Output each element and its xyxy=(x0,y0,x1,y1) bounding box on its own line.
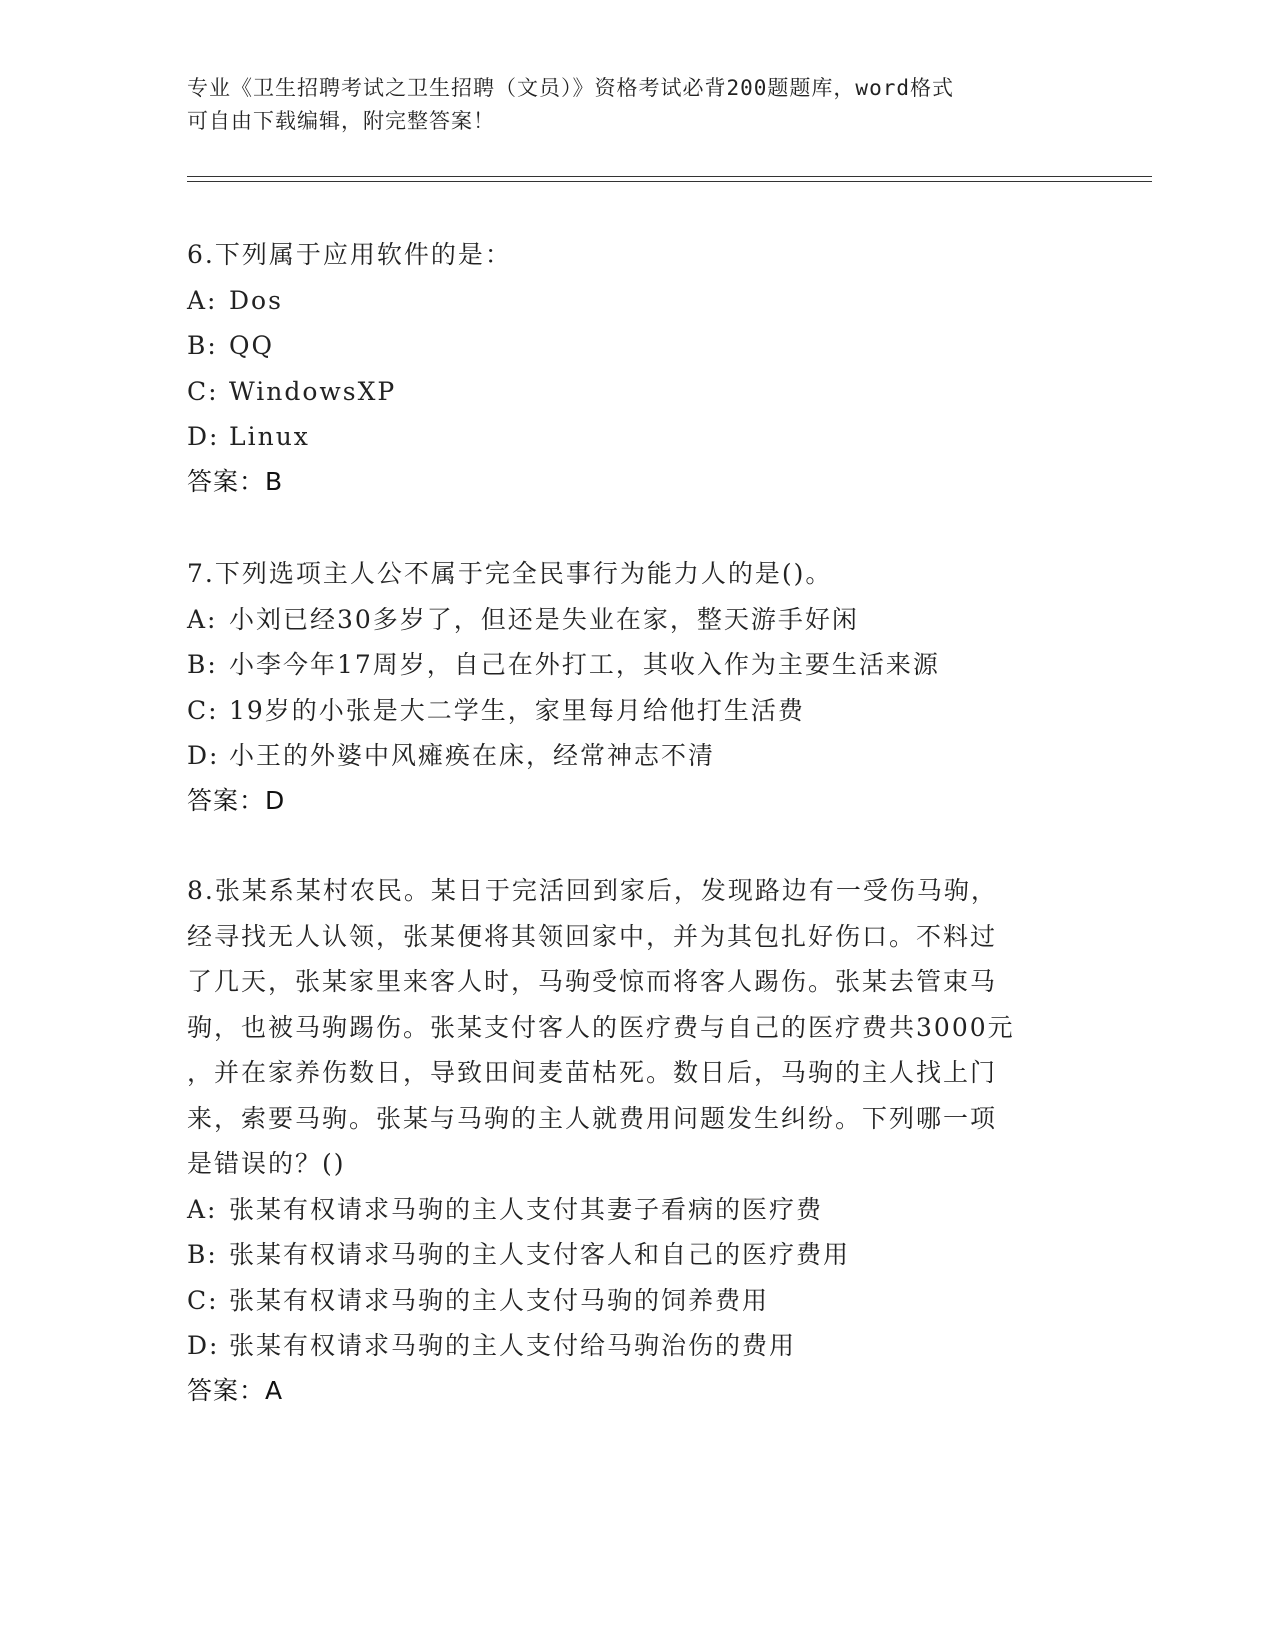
option-key: A: xyxy=(187,285,218,315)
option-b xyxy=(187,642,1087,688)
answer-line: 答案：D xyxy=(187,785,286,815)
option-c xyxy=(187,688,1087,734)
option-d xyxy=(187,1323,1087,1369)
question-stem xyxy=(187,868,1087,1187)
header-divider-bottom xyxy=(187,181,1152,182)
option-key: D: xyxy=(187,741,220,770)
answer-line: 答案：A xyxy=(187,1375,284,1405)
header-divider-top xyxy=(187,176,1152,177)
option-text: 小王的外婆中风瘫痪在床，经常神志不清 xyxy=(229,741,716,770)
stem-line: 了几天，张某家里来客人时，马驹受惊而将客人踢伤。张某去管束马 xyxy=(187,967,998,996)
option-text: 张某有权请求马驹的主人支付其妻子看病的医疗费 xyxy=(229,1194,824,1224)
header-line-1: 专业《卫生招聘考试之卫生招聘（文员）》资格考试必背200题题库，word格式 xyxy=(187,76,954,100)
option-key: C: xyxy=(187,1285,219,1315)
question-6 xyxy=(187,232,1087,504)
option-key: D: xyxy=(187,1331,220,1360)
option-text: 张某有权请求马驹的主人支付马驹的饲养费用 xyxy=(229,1285,770,1315)
option-text: Linux xyxy=(229,422,310,451)
option-b xyxy=(187,1232,1087,1278)
option-key: A: xyxy=(187,604,218,634)
option-a xyxy=(187,1187,1087,1233)
stem-line: 是错误的？() xyxy=(187,1149,346,1178)
stem-line: 8.张某系某村农民。某日于完活回到家后，发现路边有一受伤马驹， xyxy=(187,876,998,905)
option-d xyxy=(187,414,1087,460)
option-key: C: xyxy=(187,376,219,406)
option-text: Dos xyxy=(229,285,283,315)
option-text: 张某有权请求马驹的主人支付给马驹治伤的费用 xyxy=(229,1331,797,1360)
option-a xyxy=(187,597,1087,643)
option-c xyxy=(187,369,1087,415)
question-stem xyxy=(187,232,1087,278)
option-d xyxy=(187,733,1087,779)
option-key: A: xyxy=(187,1194,218,1224)
question-stem xyxy=(187,551,1087,597)
option-text: 小李今年17周岁，自己在外打工，其收入作为主要生活来源 xyxy=(229,650,940,679)
stem-line: 7.下列选项主人公不属于完全民事行为能力人的是()。 xyxy=(187,559,833,588)
answer-line: 答案：B xyxy=(187,466,284,496)
document-header xyxy=(187,72,1067,138)
stem-line: 来，索要马驹。张某与马驹的主人就费用问题发生纠纷。下列哪一项 xyxy=(187,1103,998,1133)
question-8 xyxy=(187,868,1087,1413)
question-7 xyxy=(187,551,1087,823)
option-text: QQ xyxy=(229,331,274,360)
option-text: WindowsXP xyxy=(229,376,397,406)
option-key: B: xyxy=(187,331,218,360)
option-text: 小刘已经30多岁了，但还是失业在家，整天游手好闲 xyxy=(229,604,859,634)
option-key: B: xyxy=(187,1240,218,1269)
option-text: 张某有权请求马驹的主人支付客人和自己的医疗费用 xyxy=(229,1240,851,1269)
option-text: 19岁的小张是大二学生，家里每月给他打生活费 xyxy=(229,695,805,725)
option-key: C: xyxy=(187,695,219,725)
option-key: D: xyxy=(187,422,220,451)
option-a xyxy=(187,278,1087,324)
option-c xyxy=(187,1278,1087,1324)
stem-line: 6.下列属于应用软件的是： xyxy=(187,240,512,269)
option-key: B: xyxy=(187,650,218,679)
stem-line: ，并在家养伤数日，导致田间麦苗枯死。数日后，马驹的主人找上门 xyxy=(187,1058,998,1087)
stem-line: 经寻找无人认领，张某便将其领回家中，并为其包扎好伤口。不料过 xyxy=(187,921,998,951)
option-b xyxy=(187,323,1087,369)
stem-line: 驹，也被马驹踢伤。张某支付客人的医疗费与自己的医疗费共3000元 xyxy=(187,1012,1015,1042)
header-line-2: 可自由下载编辑，附完整答案！ xyxy=(187,109,495,133)
